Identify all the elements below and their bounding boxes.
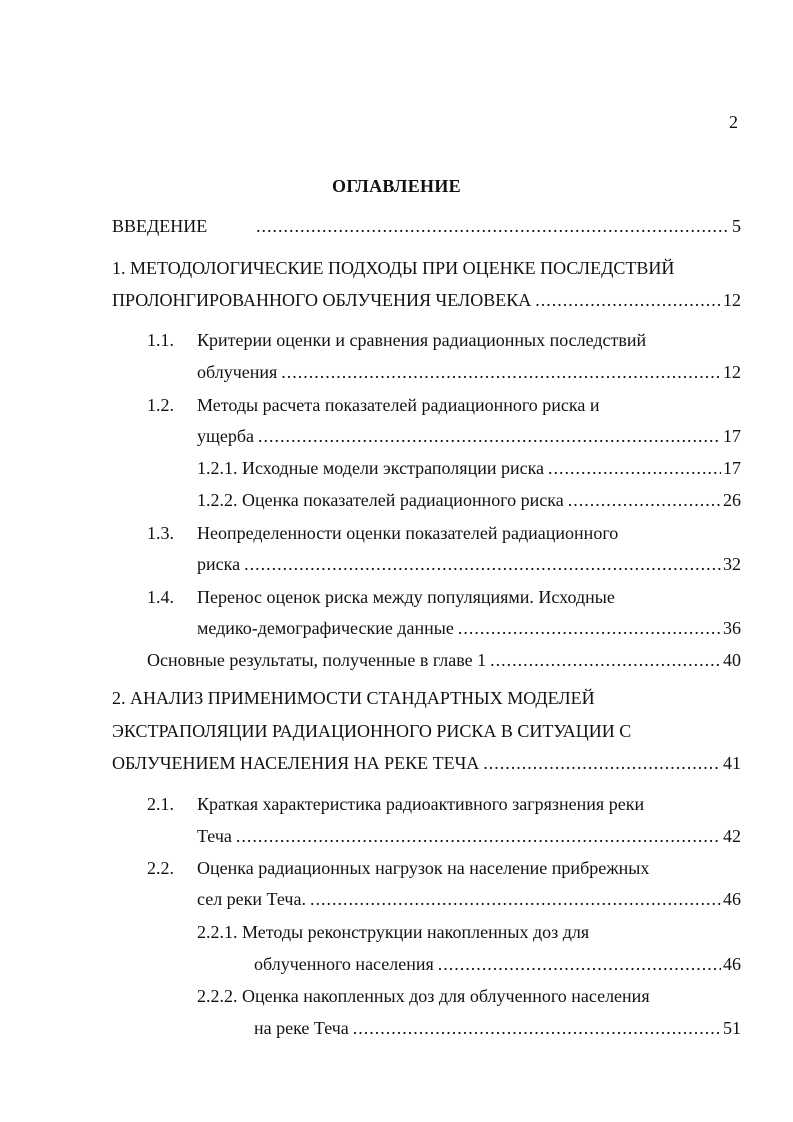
toc-subsection-2-2-1-title[interactable]: 2.2.1. Методы реконструкции накопленных доз для — [197, 922, 590, 942]
toc-entry-results-1[interactable] — [147, 648, 741, 672]
toc-section-1-2-title[interactable]: Методы расчета показателей радиационного риска и — [197, 395, 600, 415]
toc-label: ОБЛУЧЕНИЕМ НАСЕЛЕНИЯ НА РЕКЕ ТЕЧА — [112, 753, 480, 773]
toc-page: 51 — [723, 1018, 741, 1038]
toc-label: риска — [197, 554, 241, 574]
toc-label: облучения — [197, 362, 278, 382]
toc-section-1-3-title[interactable]: Неопределенности оценки показателей радиационного — [197, 523, 619, 543]
toc-entry-chapter-2[interactable] — [112, 751, 741, 775]
section-number: 1.2. — [147, 395, 174, 415]
toc-entry-2-2-1[interactable] — [254, 952, 741, 976]
section-number: 1.4. — [147, 587, 174, 607]
toc-entry-2-2[interactable] — [197, 887, 741, 911]
toc-page: 40 — [723, 650, 741, 670]
toc-entry-1-2-2[interactable] — [197, 488, 741, 512]
toc-page: 41 — [723, 753, 741, 773]
toc-entry-1-2[interactable] — [197, 424, 741, 448]
toc-chapter-2-title-line1[interactable]: 2. АНАЛИЗ ПРИМЕНИМОСТИ СТАНДАРТНЫХ МОДЕЛЕЙ — [112, 688, 595, 708]
toc-label: Основные результаты, полученные в главе 1 — [147, 650, 487, 670]
toc-entry-1-1[interactable] — [197, 360, 741, 384]
toc-entry-2-1[interactable] — [197, 824, 741, 848]
section-number: 2.2. — [147, 858, 174, 878]
toc-page: 17 — [723, 426, 741, 446]
toc-section-2-2-title[interactable]: Оценка радиационных нагрузок на население прибрежных — [197, 858, 650, 878]
toc-section-1-1-title[interactable]: Критерии оценки и сравнения радиационных последствий — [197, 330, 647, 350]
toc-page: 36 — [723, 618, 741, 638]
toc-entry-1-3[interactable] — [197, 552, 741, 576]
toc-label: медико-демографические данные — [197, 618, 454, 638]
toc-entry-intro[interactable] — [112, 214, 741, 238]
toc-label: ущерба — [197, 426, 254, 446]
toc-chapter-2-title-line2[interactable]: ЭКСТРАПОЛЯЦИИ РАДИАЦИОННОГО РИСКА В СИТУАЦИИ С — [112, 721, 632, 741]
toc-page: 32 — [723, 554, 741, 574]
page-number: 2 — [729, 112, 738, 132]
toc-page: 17 — [723, 458, 741, 478]
toc-entry-2-2-2[interactable] — [254, 1016, 741, 1040]
toc-page: 42 — [723, 826, 741, 846]
toc-chapter-1-title[interactable]: 1. МЕТОДОЛОГИЧЕСКИЕ ПОДХОДЫ ПРИ ОЦЕНКЕ ПОСЛЕДСТВИЙ — [112, 258, 675, 278]
toc-page: 26 — [723, 490, 741, 510]
toc-label: 1.2.1. Исходные модели экстраполяции риска — [197, 458, 545, 478]
toc-label: ПРОЛОНГИРОВАННОГО ОБЛУЧЕНИЯ ЧЕЛОВЕКА — [112, 290, 532, 310]
toc-section-1-4-title[interactable]: Перенос оценок риска между популяциями. Исходные — [197, 587, 615, 607]
toc-section-2-1-title[interactable]: Краткая характеристика радиоактивного загрязнения реки — [197, 794, 645, 814]
toc-subsection-2-2-2-title[interactable]: 2.2.2. Оценка накопленных доз для облученного населения — [197, 986, 650, 1006]
toc-page: 5 — [732, 216, 741, 236]
section-number: 2.1. — [147, 794, 174, 814]
toc-label: Теча — [197, 826, 232, 846]
section-number: 1.3. — [147, 523, 174, 543]
section-number: 1.1. — [147, 330, 174, 350]
toc-page: 46 — [723, 954, 741, 974]
toc-label: сел реки Теча. — [197, 889, 306, 909]
toc-label: облученного населения — [254, 954, 434, 974]
toc-page: 12 — [723, 290, 741, 310]
toc-page: 46 — [723, 889, 741, 909]
toc-entry-1-4[interactable] — [197, 616, 741, 640]
toc-page: 12 — [723, 362, 741, 382]
page-title: ОГЛАВЛЕНИЕ — [332, 176, 461, 196]
toc-entry-chapter-1[interactable] — [112, 288, 741, 312]
toc-label: 1.2.2. Оценка показателей радиационного риска — [197, 490, 564, 510]
toc-label: ВВЕДЕНИЕ — [112, 216, 208, 236]
toc-label: на реке Теча — [254, 1018, 349, 1038]
toc-entry-1-2-1[interactable] — [197, 456, 741, 480]
